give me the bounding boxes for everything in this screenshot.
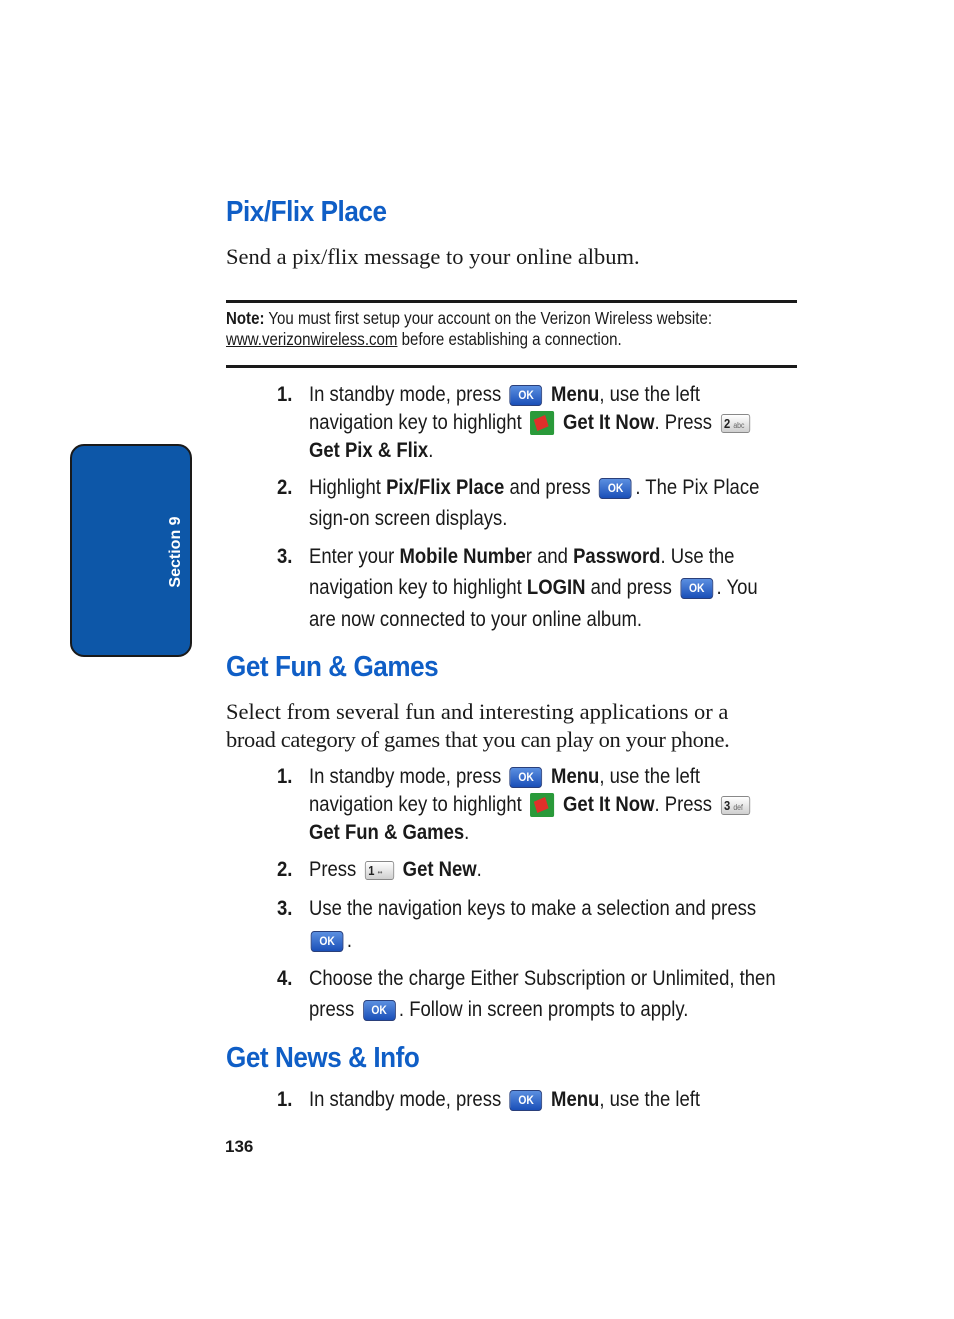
step-text: . bbox=[464, 820, 470, 844]
fun-games-intro-line2: broad category of games that you can play on your phone. bbox=[226, 727, 730, 752]
password-label: Password bbox=[573, 544, 661, 568]
note-text-line1: You must first setup your account on the Verizon Wireless website: bbox=[264, 308, 713, 328]
note-box bbox=[226, 308, 742, 350]
step-line: are now connected to your online album. bbox=[309, 607, 643, 631]
step-text: . Press bbox=[654, 792, 713, 816]
step-text: In standby mode, press bbox=[309, 1087, 502, 1111]
get-fun-games-label: Get Fun & Games bbox=[309, 820, 465, 844]
step-text: Enter your bbox=[309, 544, 400, 568]
step-text: . You bbox=[716, 575, 758, 599]
step-text: , use the left bbox=[599, 1087, 701, 1111]
step-line bbox=[309, 857, 482, 882]
step-text: . bbox=[476, 857, 482, 881]
get-new-label: Get New bbox=[402, 857, 477, 881]
step-text: , use the left bbox=[599, 382, 701, 406]
step-text: . bbox=[346, 928, 352, 952]
ok-key-icon: OK bbox=[599, 478, 632, 499]
step-text: Highlight bbox=[309, 475, 387, 499]
note-top-rule bbox=[226, 300, 797, 303]
step-line bbox=[309, 997, 688, 1022]
get-it-now-icon bbox=[530, 793, 554, 817]
step-text: In standby mode, press bbox=[309, 382, 502, 406]
heading-get-fun-games: Get Fun & Games bbox=[226, 651, 439, 683]
get-it-now-label: Get It Now bbox=[563, 410, 655, 434]
get-it-now-icon bbox=[530, 411, 554, 435]
key-1-icon: 1 •• bbox=[365, 861, 394, 880]
step-text: navigation key to highlight bbox=[309, 410, 522, 434]
step-text: navigation key to highlight bbox=[309, 792, 522, 816]
step-line bbox=[309, 544, 734, 569]
step-line bbox=[309, 475, 759, 500]
verizon-link[interactable]: www.verizonwireless.com bbox=[226, 329, 398, 349]
key-3-def-icon: 3 def bbox=[721, 796, 750, 815]
ok-key-icon: OK bbox=[680, 578, 713, 599]
ok-key-icon: OK bbox=[510, 1090, 543, 1111]
login-label: LOGIN bbox=[526, 575, 586, 599]
step-line bbox=[309, 382, 700, 407]
step-line bbox=[309, 1087, 700, 1112]
step-line bbox=[309, 575, 758, 600]
step-number: 4. bbox=[277, 966, 293, 990]
step-text: navigation key to highlight bbox=[309, 575, 527, 599]
step-number: 2. bbox=[277, 857, 293, 881]
step-text: r and bbox=[525, 544, 574, 568]
step-text: press bbox=[309, 997, 355, 1021]
step-text: In standby mode, press bbox=[309, 764, 502, 788]
step-text: . Follow in screen prompts to apply. bbox=[398, 997, 689, 1021]
step-number: 3. bbox=[277, 896, 293, 920]
fun-games-intro-line1: Select from several fun and interesting applications or a bbox=[226, 699, 729, 724]
step-line bbox=[309, 928, 352, 953]
step-line bbox=[309, 820, 469, 845]
get-pix-flix-label: Get Pix & Flix bbox=[309, 438, 429, 462]
step-text: , use the left bbox=[599, 764, 701, 788]
step-line bbox=[309, 792, 753, 817]
step-line bbox=[309, 438, 433, 463]
page-number: 136 bbox=[225, 1137, 254, 1156]
step-line: sign-on screen displays. bbox=[309, 506, 508, 530]
menu-label: Menu bbox=[551, 382, 600, 406]
pix-flix-place-label: Pix/Flix Place bbox=[386, 475, 505, 499]
step-number: 1. bbox=[277, 382, 293, 406]
key-2-abc-icon: 2 abc bbox=[721, 414, 750, 433]
heading-pix-flix-place: Pix/Flix Place bbox=[226, 196, 387, 228]
step-text: . The Pix Place bbox=[635, 475, 760, 499]
ok-key-icon: OK bbox=[363, 1000, 396, 1021]
step-number: 1. bbox=[277, 764, 293, 788]
heading-get-news-info: Get News & Info bbox=[226, 1042, 420, 1074]
note-label: Note: bbox=[226, 308, 265, 328]
step-number: 1. bbox=[277, 1087, 293, 1111]
ok-key-icon: OK bbox=[311, 931, 344, 952]
step-line bbox=[309, 764, 700, 789]
step-number: 3. bbox=[277, 544, 293, 568]
pix-flix-intro: Send a pix/flix message to your online album. bbox=[226, 244, 640, 269]
step-line: Use the navigation keys to make a selection and press bbox=[309, 896, 757, 920]
step-text: . bbox=[428, 438, 434, 462]
step-number: 2. bbox=[277, 475, 293, 499]
step-line bbox=[309, 410, 753, 435]
note-bottom-rule bbox=[226, 365, 797, 368]
note-text-line2: before establishing a connection. bbox=[397, 329, 622, 349]
ok-key-icon: OK bbox=[510, 385, 543, 406]
step-text: . Use the bbox=[660, 544, 735, 568]
step-text: and press bbox=[585, 575, 672, 599]
step-line: Choose the charge Either Subscription or Unlimited, then bbox=[309, 966, 776, 990]
step-text: . Press bbox=[654, 410, 713, 434]
ok-key-icon: OK bbox=[510, 767, 543, 788]
menu-label: Menu bbox=[551, 1087, 600, 1111]
step-text: Press bbox=[309, 857, 357, 881]
menu-label: Menu bbox=[551, 764, 600, 788]
mobile-number-label: Mobile Numbe bbox=[399, 544, 526, 568]
section-tab-label: Section 9 bbox=[167, 516, 184, 588]
step-text: and press bbox=[504, 475, 591, 499]
get-it-now-label: Get It Now bbox=[563, 792, 655, 816]
